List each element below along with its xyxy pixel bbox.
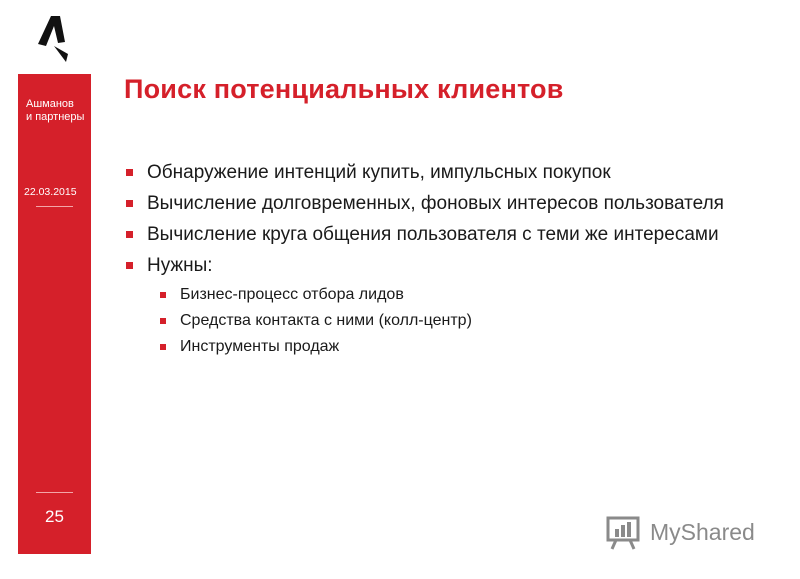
sidebar xyxy=(18,74,91,554)
bullet-item: Вычисление круга общения пользователя с теми же интересами xyxy=(124,222,764,247)
bullet-list xyxy=(124,160,764,366)
sub-bullet-list xyxy=(147,282,764,360)
sub-bullet-item: Бизнес-процесс отбора лидов xyxy=(147,282,764,308)
watermark-text: MyShared xyxy=(650,519,755,545)
divider xyxy=(36,492,73,493)
bullet-marker-icon xyxy=(160,292,166,298)
bullet-marker-icon xyxy=(126,231,133,238)
sub-bullet-item: Средства контакта с ними (колл-центр) xyxy=(147,308,764,334)
bullet-marker-icon xyxy=(126,169,133,176)
sub-bullet-item: Инструменты продаж xyxy=(147,334,764,360)
bullet-item: Вычисление долговременных, фоновых интересов пользователя xyxy=(124,191,764,216)
slide-title: Поиск потенциальных клиентов xyxy=(124,74,564,104)
brand-name: Ашманов и партнеры xyxy=(26,98,85,123)
bullet-marker-icon xyxy=(126,262,133,269)
presentation-board-icon xyxy=(606,515,644,551)
slide-date: 22.03.2015 xyxy=(24,186,77,198)
bullet-marker-icon xyxy=(160,318,166,324)
page-number: 25 xyxy=(45,507,64,526)
bullet-marker-icon xyxy=(160,344,166,350)
watermark xyxy=(606,513,766,553)
company-logo-icon xyxy=(36,14,70,64)
divider xyxy=(36,206,73,207)
bullet-item: Нужны: Бизнес-процесс отбора лидов Средства контакта с ними (колл-центр) Инструменты продаж xyxy=(124,253,764,360)
bullet-marker-icon xyxy=(126,200,133,207)
bullet-item: Обнаружение интенций купить, импульсных покупок xyxy=(124,160,764,185)
